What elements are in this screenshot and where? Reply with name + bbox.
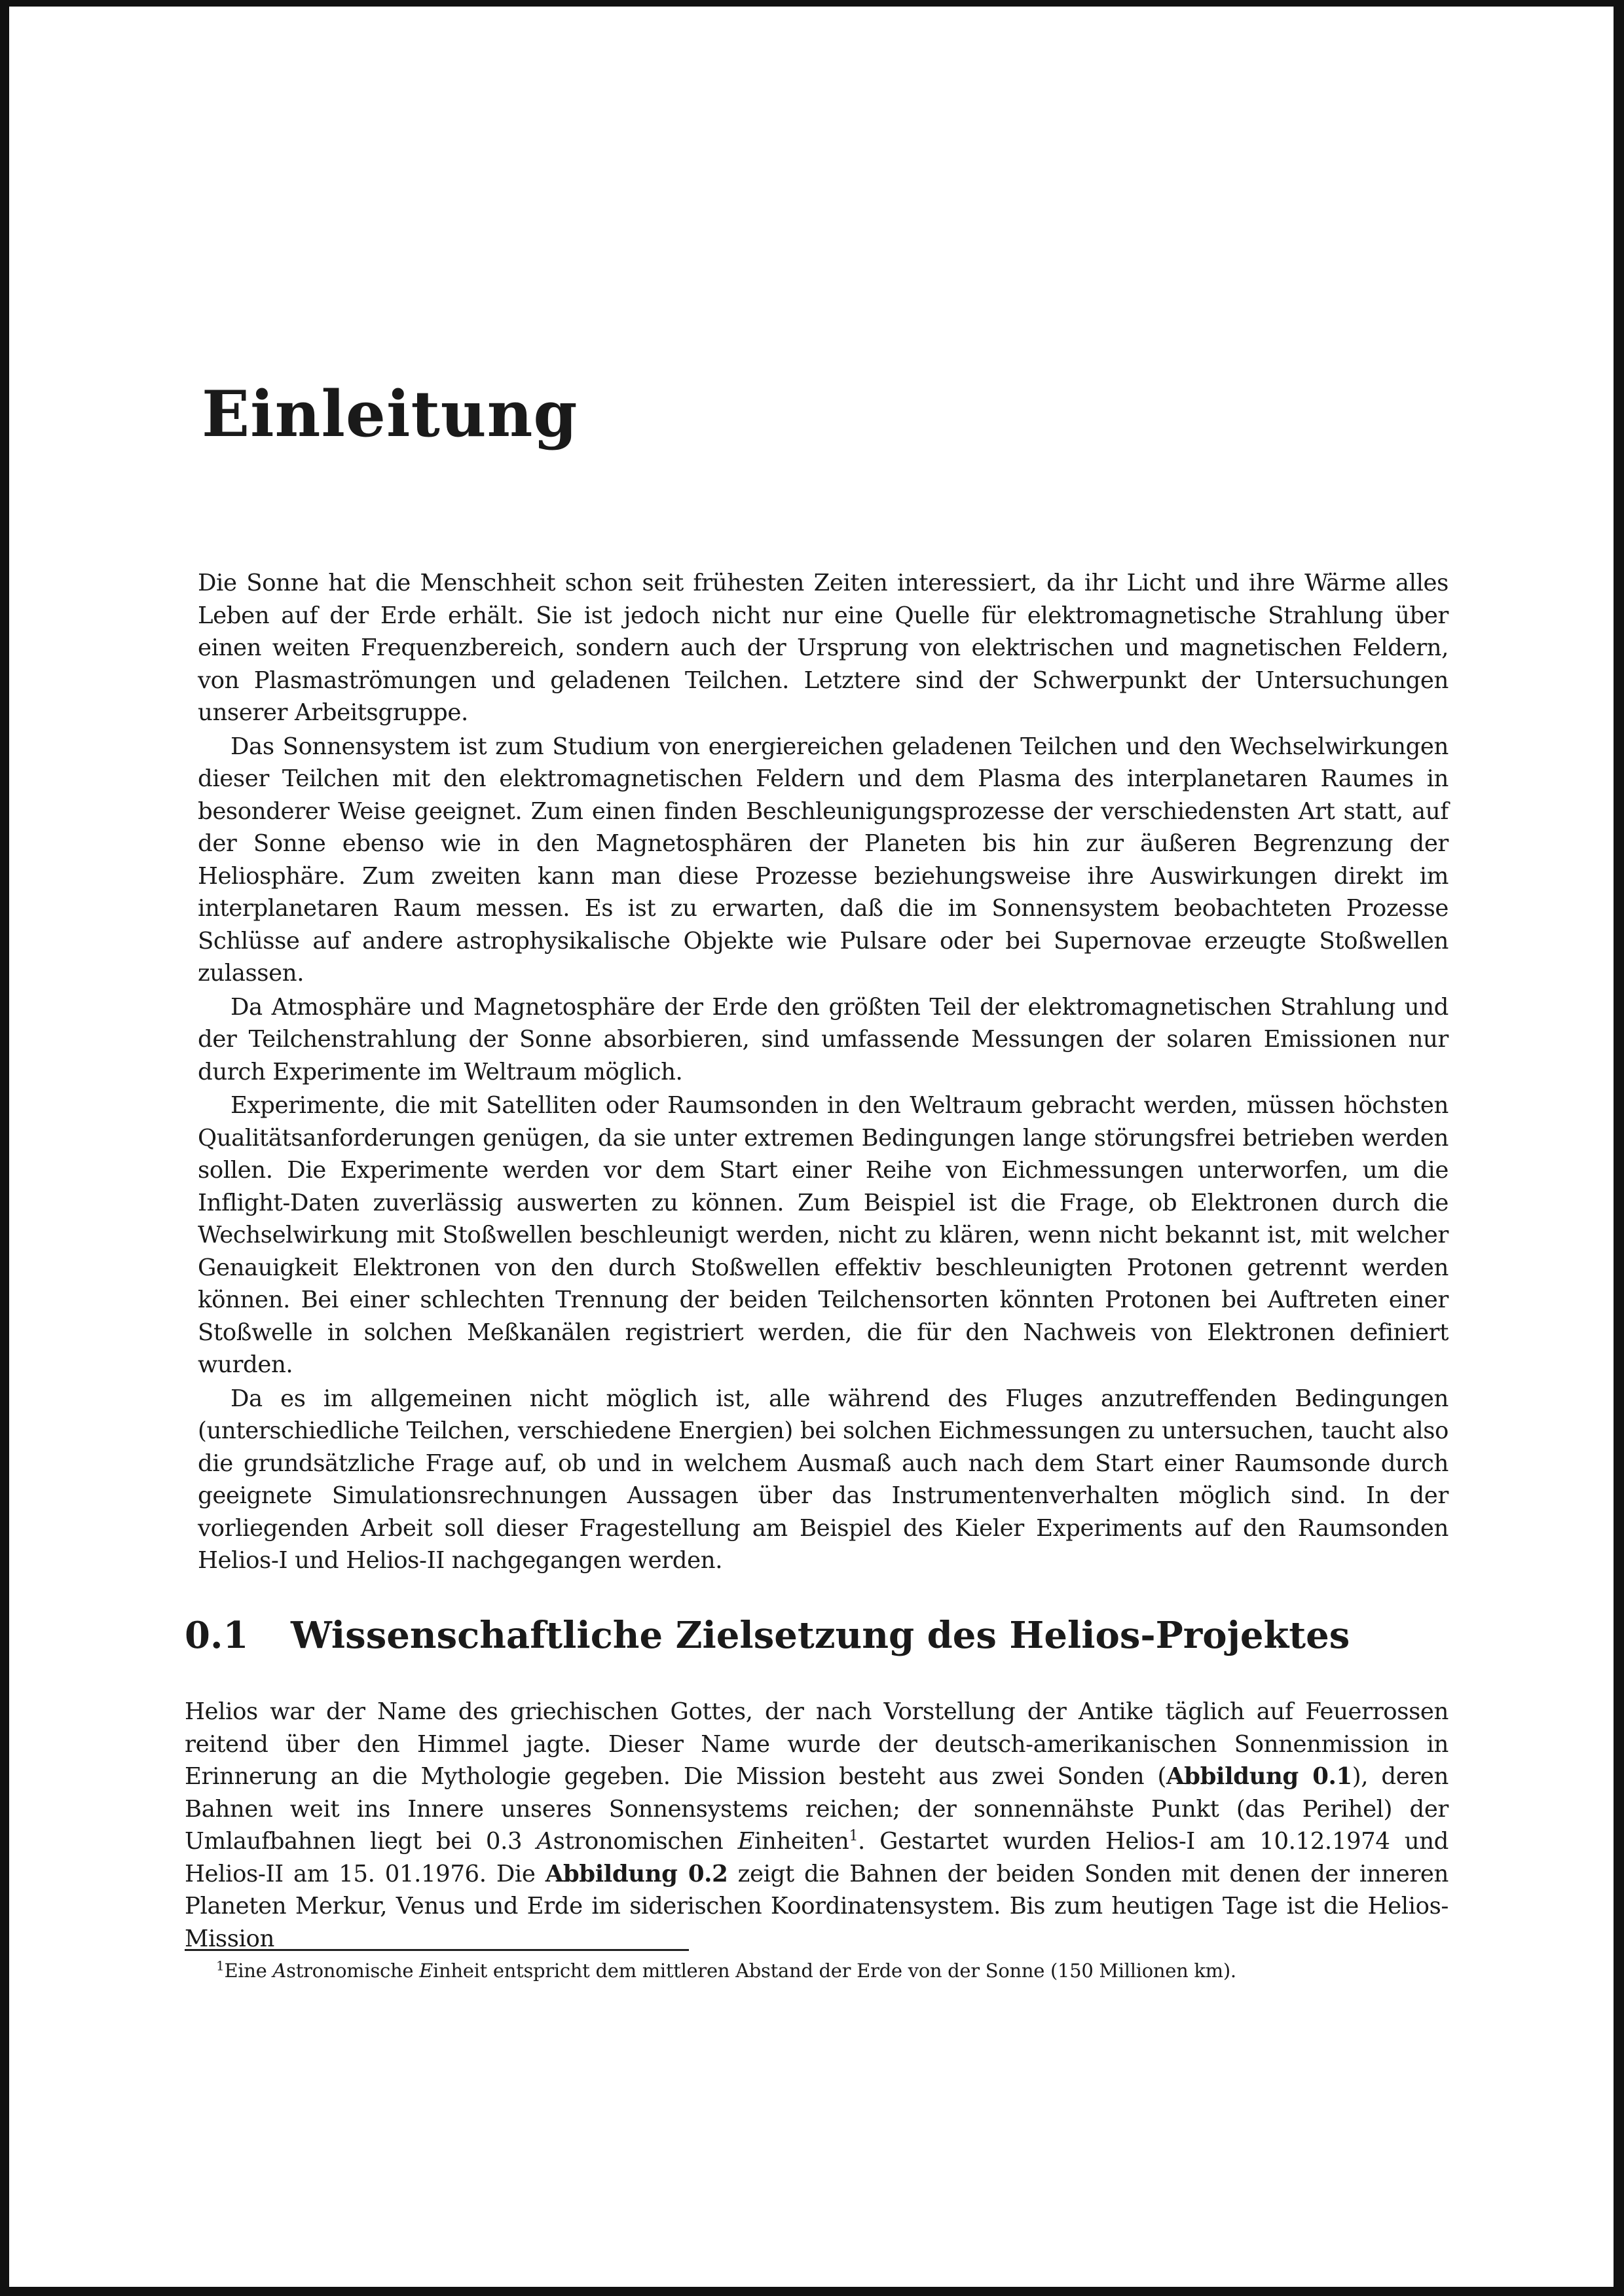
footnote [216,1958,1447,1984]
footnote-number: 1 [216,1958,225,1974]
footnote-divider [185,1949,689,1951]
text-run: stronomischen [553,1828,738,1855]
text-run: Helios war der Name des griechischen Gottes, der nach Vorstellung der Antike täglich auf Feuerrossen reitend über den Himmel jagte. Dieser Name wurde der deutsch-amerikanischen Sonnenmission in Erinnerung an die Mythologie gegeben. Die Mission besteht aus zwei Sonden ( [185,1698,1449,1790]
italic-letter: E [419,1959,434,1982]
text-run: stronomische [286,1959,420,1982]
text-run: zeigt die Bahnen der beiden Sonden mit denen der inneren Planeten Merkur, Venus und Erde im siderischen Koordinatensystem. Bis zum heutigen Tage ist die Helios-Mission [185,1860,1449,1952]
text-run: inheit entspricht dem mittleren Abstand der Erde von der Sonne (150 Millionen km). [433,1959,1236,1982]
section-paragraph [185,1696,1449,1955]
figure-reference-0-1[interactable]: Abbildung 0.1 [1166,1763,1352,1790]
section-heading [185,1614,1350,1657]
intro-paragraph-5: Da es im allgemeinen nicht möglich ist, alle während des Fluges anzutreffenden Bedingungen (unterschiedliche Teilchen, verschiedene Energien) bei solchen Eichmessungen zu untersuchen, taucht also die grundsätzliche Frage auf, ob und in welchem Ausmaß auch nach dem Start einer Raumsonde durch geeignete Simulationsrechnungen Aussagen über das Instrumentenverhalten möglich sind. In der vorliegenden Arbeit soll dieser Fragestellung am Beispiel des Kieler Experiments auf den Raumsonden Helios-I und Helios-II nachgegangen werden. [198,1385,1449,1574]
text-run: ), deren Bahnen weit ins Innere unseres Sonnensystems reichen; der sonnennähste Punkt (das Perihel) der Umlaufbahnen liegt bei 0.3 [185,1763,1449,1855]
text-run: . Gestartet wurden Helios-I am 10.12.1974 und Helios-II am 15. 01.1976. Die [185,1828,1449,1887]
section-number: 0.1 [185,1614,249,1657]
figure-reference-0-2[interactable]: Abbildung 0.2 [545,1860,728,1887]
intro-paragraph-2: Das Sonnensystem ist zum Studium von energiereichen geladenen Teilchen und den Wechselwirkungen dieser Teilchen mit den elektromagnetischen Feldern und dem Plasma des interplanetaren Raumes in besonderer Weise geeignet. Zum einen finden Beschleunigungsprozesse der verschiedensten Art statt, auf der Sonne ebenso wie in den Magnetosphären der Planeten bis hin zur äußeren Begrenzung der Heliosphäre. Zum zweiten kann man diese Prozesse beziehungsweise ihre Auswirkungen direkt im interplanetaren Raum messen. Es ist zu erwarten, daß die im Sonnensystem beobachteten Prozesse Schlüsse auf andere astrophysikalische Objekte wie Pulsare oder bei Supernovae erzeugte Stoßwellen zulassen. [198,733,1449,987]
text-run: Eine [224,1959,273,1982]
intro-paragraph-3: Da Atmosphäre und Magnetosphäre der Erde den größten Teil der elektromagnetischen Strahlung und der Teilchenstrahlung der Sonne absorbieren, sind umfassende Messungen der solaren Emissionen nur durch Experimente im Weltraum möglich. [198,993,1449,1085]
section-body [185,1696,1449,1955]
intro-text [198,567,1449,1577]
footnote-marker[interactable]: 1 [849,1828,858,1845]
italic-letter: A [536,1828,553,1855]
italic-letter: A [272,1959,287,1982]
intro-paragraph-1: Die Sonne hat die Menschheit schon seit frühesten Zeiten interessiert, da ihr Licht und ihre Wärme alles Leben auf der Erde erhält. Sie ist jedoch nicht nur eine Quelle für elektromagnetische Strahlung über einen weiten Frequenzbereich, sondern auch der Ursprung von elektrischen und magnetischen Feldern, von Plasmaströmungen und geladenen Teilchen. Letztere sind der Schwerpunkt der Untersuchungen unserer Arbeitsgruppe. [198,570,1449,726]
section-title: Wissenschaftliche Zielsetzung des Helios-Projektes [291,1614,1350,1657]
italic-letter: E [737,1828,755,1855]
chapter-title: Einleitung [202,377,578,451]
intro-paragraph-4: Experimente, die mit Satelliten oder Raumsonden in den Weltraum gebracht werden, müssen höchsten Qualitätsanforderungen genügen, da sie unter extremen Bedingungen lange störungsfrei betrieben werden sollen. Die Experimente werden vor dem Start einer Reihe von Eichmessungen unterworfen, um die Inflight-Daten zuverlässig auswerten zu können. Zum Beispiel ist die Frage, ob Elektronen durch die Wechselwirkung mit Stoßwellen beschleunigt werden, nicht zu klären, wenn nicht bekannt ist, mit welcher Genauigkeit Elektronen von den durch Stoßwellen effektiv beschleunigten Protonen getrennt werden können. Bei einer schlechten Trennung der beiden Teilchensorten könnten Protonen bei Auftreten einer Stoßwelle in solchen Meßkanälen registriert werden, die für den Nachweis von Elektronen definiert wurden. [198,1092,1449,1378]
text-run: inheiten [754,1828,849,1855]
